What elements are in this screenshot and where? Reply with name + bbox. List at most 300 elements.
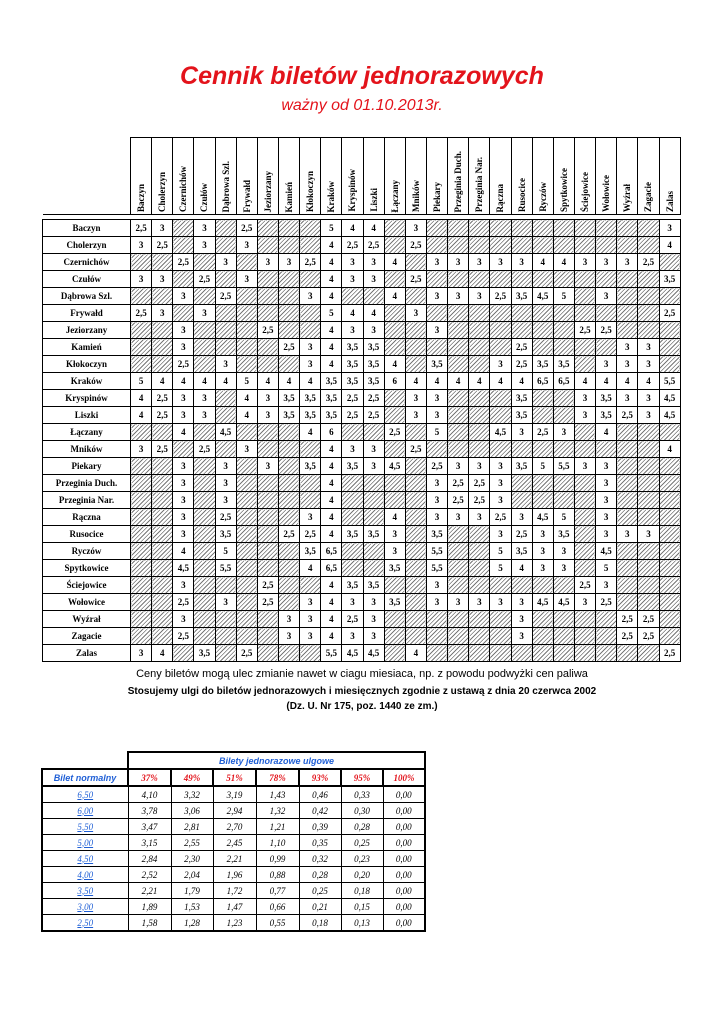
- discounted-fare-cell: 0,35: [299, 835, 341, 851]
- fare-cell: 3: [448, 288, 469, 305]
- fare-cell: 3: [574, 407, 595, 424]
- discounted-fare-cell: 0,99: [256, 851, 299, 867]
- fare-cell: 4: [321, 594, 342, 611]
- fare-cell: 2,5: [405, 271, 426, 288]
- no-connection-cell: [384, 577, 405, 594]
- no-connection-cell: [617, 288, 638, 305]
- no-connection-cell: [659, 322, 680, 339]
- fare-cell: 3,5: [596, 407, 617, 424]
- no-connection-cell: [638, 237, 659, 254]
- no-connection-cell: [384, 475, 405, 492]
- no-connection-cell: [257, 560, 278, 577]
- no-connection-cell: [469, 441, 490, 458]
- row-header: Rączna: [43, 509, 131, 526]
- fare-cell: 3: [448, 509, 469, 526]
- no-connection-cell: [574, 441, 595, 458]
- no-connection-cell: [638, 271, 659, 288]
- no-connection-cell: [511, 237, 532, 254]
- no-connection-cell: [659, 628, 680, 645]
- discount-group-header: Bilety jednorazowe ulgowe: [128, 752, 425, 769]
- fare-cell: 2,5: [363, 407, 384, 424]
- no-connection-cell: [278, 271, 299, 288]
- no-connection-cell: [342, 492, 363, 509]
- no-connection-cell: [426, 611, 447, 628]
- no-connection-cell: [257, 628, 278, 645]
- fare-cell: 3: [278, 254, 299, 271]
- no-connection-cell: [638, 441, 659, 458]
- fare-cell: 3,5: [215, 526, 236, 543]
- no-connection-cell: [596, 441, 617, 458]
- no-connection-cell: [511, 492, 532, 509]
- fare-cell: 4: [532, 254, 553, 271]
- fare-cell: 3,5: [278, 390, 299, 407]
- no-connection-cell: [152, 526, 173, 543]
- no-connection-cell: [131, 543, 152, 560]
- fare-cell: 4: [173, 424, 194, 441]
- fare-cell: 4: [321, 441, 342, 458]
- fare-cell: 3: [173, 390, 194, 407]
- no-connection-cell: [300, 645, 321, 662]
- fare-cell: 3: [596, 288, 617, 305]
- fare-cell: 3: [300, 611, 321, 628]
- no-connection-cell: [173, 220, 194, 237]
- no-connection-cell: [532, 390, 553, 407]
- normal-fare-value: 4,50: [77, 853, 94, 864]
- normal-fare-value: 6,00: [77, 805, 94, 816]
- no-connection-cell: [173, 237, 194, 254]
- discounted-fare-cell: 1,43: [256, 786, 299, 803]
- no-connection-cell: [596, 339, 617, 356]
- no-connection-cell: [469, 543, 490, 560]
- no-connection-cell: [469, 339, 490, 356]
- no-connection-cell: [448, 543, 469, 560]
- fare-cell: 3: [152, 220, 173, 237]
- no-connection-cell: [532, 441, 553, 458]
- fare-cell: 3: [490, 475, 511, 492]
- discounted-fare-cell: 0,25: [341, 835, 383, 851]
- no-connection-cell: [469, 356, 490, 373]
- discount-percent-header: 49%: [171, 769, 213, 786]
- fare-cell: 3: [490, 492, 511, 509]
- fare-cell: 2,5: [342, 237, 363, 254]
- fare-cell: 3: [596, 458, 617, 475]
- column-header-label: Przeginia Nar.: [474, 156, 485, 212]
- discounted-fare-cell: 0,55: [256, 915, 299, 932]
- fare-cell: 2,5: [490, 288, 511, 305]
- no-connection-cell: [384, 645, 405, 662]
- no-connection-cell: [194, 509, 215, 526]
- fare-cell: 3: [257, 390, 278, 407]
- no-connection-cell: [300, 577, 321, 594]
- column-header: [469, 138, 490, 215]
- discounted-fare-cell: 0,00: [383, 883, 425, 899]
- discounted-fare-cell: 2,94: [213, 803, 256, 819]
- fare-cell: 4: [321, 237, 342, 254]
- no-connection-cell: [194, 339, 215, 356]
- no-connection-cell: [659, 611, 680, 628]
- no-connection-cell: [194, 577, 215, 594]
- row-header: Czernichów: [43, 254, 131, 271]
- no-connection-cell: [215, 305, 236, 322]
- fare-cell: 4: [300, 560, 321, 577]
- no-connection-cell: [300, 237, 321, 254]
- fare-cell: 2,5: [257, 594, 278, 611]
- no-connection-cell: [194, 458, 215, 475]
- no-connection-cell: [194, 628, 215, 645]
- column-header: [405, 138, 426, 215]
- no-connection-cell: [278, 441, 299, 458]
- column-header-label: Wyźrał: [622, 183, 633, 212]
- no-connection-cell: [469, 645, 490, 662]
- no-connection-cell: [574, 220, 595, 237]
- no-connection-cell: [659, 560, 680, 577]
- table-row: [43, 492, 681, 509]
- fare-cell: 3: [173, 526, 194, 543]
- no-connection-cell: [532, 611, 553, 628]
- no-connection-cell: [448, 339, 469, 356]
- table-row: [43, 424, 681, 441]
- no-connection-cell: [638, 305, 659, 322]
- fare-cell: 3: [532, 543, 553, 560]
- no-connection-cell: [659, 492, 680, 509]
- no-connection-cell: [236, 288, 257, 305]
- no-connection-cell: [257, 339, 278, 356]
- normal-fare-value: 3,00: [77, 901, 94, 912]
- table-row: [43, 237, 681, 254]
- no-connection-cell: [553, 441, 574, 458]
- column-header-label: Wołowice: [601, 175, 612, 212]
- no-connection-cell: [553, 390, 574, 407]
- discounted-fare-cell: 2,52: [128, 867, 171, 883]
- discounted-fare-cell: 0,00: [383, 899, 425, 915]
- fare-cell: 2,5: [574, 322, 595, 339]
- no-connection-cell: [553, 492, 574, 509]
- fare-cell: 2,5: [426, 458, 447, 475]
- no-connection-cell: [131, 475, 152, 492]
- column-header-label: Rusocice: [516, 178, 527, 212]
- no-connection-cell: [152, 611, 173, 628]
- discounted-fare-cell: 0,42: [299, 803, 341, 819]
- fare-cell: 5,5: [426, 543, 447, 560]
- fare-cell: 3: [659, 220, 680, 237]
- no-connection-cell: [363, 509, 384, 526]
- fare-cell: 3: [596, 509, 617, 526]
- row-header: Zagacie: [43, 628, 131, 645]
- fare-cell: 3: [617, 339, 638, 356]
- no-connection-cell: [194, 560, 215, 577]
- discounted-fare-cell: 1,96: [213, 867, 256, 883]
- fare-cell: 4: [300, 424, 321, 441]
- discounted-fare-cell: 0,15: [341, 899, 383, 915]
- no-connection-cell: [257, 424, 278, 441]
- fare-cell: 4: [321, 577, 342, 594]
- fare-cell: 3: [215, 594, 236, 611]
- column-header-label: Jeziorzany: [262, 170, 273, 212]
- no-connection-cell: [236, 560, 257, 577]
- row-header: Przeginia Duch.: [43, 475, 131, 492]
- column-header: [490, 138, 511, 215]
- no-connection-cell: [617, 577, 638, 594]
- fare-cell: 3: [490, 594, 511, 611]
- no-connection-cell: [215, 237, 236, 254]
- no-connection-cell: [152, 577, 173, 594]
- fare-cell: 3,5: [321, 390, 342, 407]
- table-row: [43, 220, 681, 237]
- no-connection-cell: [300, 441, 321, 458]
- fare-cell: 5: [131, 373, 152, 390]
- no-connection-cell: [257, 475, 278, 492]
- discounted-fare-cell: 0,25: [299, 883, 341, 899]
- discounted-fare-cell: 0,39: [299, 819, 341, 835]
- fare-cell: 3: [131, 271, 152, 288]
- fare-cell: 5: [321, 220, 342, 237]
- no-connection-cell: [363, 492, 384, 509]
- no-connection-cell: [638, 458, 659, 475]
- discounted-fare-cell: 1,23: [213, 915, 256, 932]
- no-connection-cell: [638, 560, 659, 577]
- no-connection-cell: [448, 424, 469, 441]
- discounted-fare-cell: 3,15: [128, 835, 171, 851]
- fare-cell: 3: [574, 458, 595, 475]
- no-connection-cell: [405, 509, 426, 526]
- fare-cell: 3: [511, 594, 532, 611]
- no-connection-cell: [617, 322, 638, 339]
- discounted-fare-cell: 0,46: [299, 786, 341, 803]
- no-connection-cell: [131, 356, 152, 373]
- fare-cell: 3,5: [511, 288, 532, 305]
- column-header-label: Cholerzyn: [157, 172, 168, 212]
- fare-cell: 5,5: [426, 560, 447, 577]
- fare-cell: 4: [384, 509, 405, 526]
- fare-cell: 3: [342, 254, 363, 271]
- fare-cell: 4,5: [384, 458, 405, 475]
- fare-cell: 4: [321, 628, 342, 645]
- normal-fare-header: Bilet normalny: [42, 769, 128, 786]
- fare-cell: 2,5: [131, 305, 152, 322]
- fare-cell: 4: [321, 611, 342, 628]
- normal-fare-value: 2,50: [77, 917, 94, 928]
- no-connection-cell: [131, 339, 152, 356]
- no-connection-cell: [278, 577, 299, 594]
- fare-cell: 3,5: [342, 458, 363, 475]
- no-connection-cell: [131, 254, 152, 271]
- fare-cell: 4: [257, 373, 278, 390]
- fare-cell: 6,5: [553, 373, 574, 390]
- fare-cell: 3: [426, 475, 447, 492]
- fare-cell: 3: [342, 594, 363, 611]
- discounted-fare-cell: 1,89: [128, 899, 171, 915]
- discounted-fare-cell: 1,72: [213, 883, 256, 899]
- fare-cell: 2,5: [617, 407, 638, 424]
- no-connection-cell: [596, 645, 617, 662]
- discounted-fare-cell: 0,18: [299, 915, 341, 932]
- row-header: Łączany: [43, 424, 131, 441]
- fare-cell: 2,5: [300, 526, 321, 543]
- fare-cell: 3: [426, 509, 447, 526]
- no-connection-cell: [236, 526, 257, 543]
- no-connection-cell: [659, 458, 680, 475]
- fare-cell: 3: [469, 509, 490, 526]
- discounted-fare-cell: 1,79: [171, 883, 213, 899]
- fare-cell: 3: [342, 322, 363, 339]
- fare-cell: 3: [300, 339, 321, 356]
- fare-cell: 5: [321, 305, 342, 322]
- fare-cell: 6: [384, 373, 405, 390]
- no-connection-cell: [426, 271, 447, 288]
- no-connection-cell: [617, 237, 638, 254]
- table-row: [43, 611, 681, 628]
- no-connection-cell: [532, 475, 553, 492]
- fare-cell: 2,5: [194, 441, 215, 458]
- discount-percent-header: 93%: [299, 769, 341, 786]
- no-connection-cell: [384, 339, 405, 356]
- discounted-fare-cell: 1,47: [213, 899, 256, 915]
- fare-cell: 3,5: [511, 458, 532, 475]
- column-header-label: Piekary: [432, 182, 443, 212]
- no-connection-cell: [448, 407, 469, 424]
- no-connection-cell: [469, 271, 490, 288]
- fare-cell: 3: [194, 305, 215, 322]
- no-connection-cell: [215, 645, 236, 662]
- column-header-label: Ściejowice: [580, 172, 591, 212]
- no-connection-cell: [405, 322, 426, 339]
- discounted-fare-cell: 0,00: [383, 867, 425, 883]
- fare-cell: 3: [363, 458, 384, 475]
- no-connection-cell: [596, 611, 617, 628]
- no-connection-cell: [574, 356, 595, 373]
- no-connection-cell: [173, 441, 194, 458]
- no-connection-cell: [448, 356, 469, 373]
- fare-cell: 4: [321, 509, 342, 526]
- fare-cell: 4: [236, 407, 257, 424]
- no-connection-cell: [152, 628, 173, 645]
- discounted-fare-cell: 2,84: [128, 851, 171, 867]
- no-connection-cell: [257, 237, 278, 254]
- no-connection-cell: [638, 475, 659, 492]
- fare-cell: 4,5: [659, 407, 680, 424]
- normal-fare-value: 6,50: [77, 789, 94, 800]
- fare-cell: 3: [469, 458, 490, 475]
- no-connection-cell: [532, 322, 553, 339]
- discount-percent-header: 95%: [341, 769, 383, 786]
- fare-cell: 2,5: [596, 322, 617, 339]
- no-connection-cell: [405, 356, 426, 373]
- fare-cell: 3: [173, 509, 194, 526]
- row-header: Dąbrowa Szl.: [43, 288, 131, 305]
- discounted-fare-cell: 0,13: [341, 915, 383, 932]
- no-connection-cell: [659, 509, 680, 526]
- discount-percent-header: 37%: [128, 769, 171, 786]
- row-header: Cholerzyn: [43, 237, 131, 254]
- fare-cell: 2,5: [363, 390, 384, 407]
- fare-cell: 5: [215, 543, 236, 560]
- no-connection-cell: [617, 560, 638, 577]
- no-connection-cell: [405, 577, 426, 594]
- fare-cell: 3: [342, 628, 363, 645]
- no-connection-cell: [257, 543, 278, 560]
- discounted-fare-cell: 0,20: [341, 867, 383, 883]
- fare-cell: 3: [532, 560, 553, 577]
- no-connection-cell: [532, 220, 553, 237]
- fare-cell: 3: [384, 526, 405, 543]
- fare-cell: 4: [405, 373, 426, 390]
- no-connection-cell: [553, 577, 574, 594]
- row-header: Liszki: [43, 407, 131, 424]
- fare-cell: 3: [596, 492, 617, 509]
- fare-cell: 5: [596, 560, 617, 577]
- fare-cell: 3,5: [596, 390, 617, 407]
- fare-cell: 3: [131, 237, 152, 254]
- table-row: [42, 915, 425, 932]
- no-connection-cell: [617, 424, 638, 441]
- no-connection-cell: [300, 492, 321, 509]
- no-connection-cell: [363, 475, 384, 492]
- normal-fare-value: 4,00: [77, 869, 94, 880]
- fare-cell: 2,5: [236, 645, 257, 662]
- row-header: Kłokoczyn: [43, 356, 131, 373]
- table-row: [42, 803, 425, 819]
- fare-cell: 4: [321, 322, 342, 339]
- fare-cell: 2,5: [173, 594, 194, 611]
- no-connection-cell: [131, 577, 152, 594]
- fare-cell: 3: [405, 220, 426, 237]
- fare-cell: 4: [384, 254, 405, 271]
- column-header-label: Czernichów: [178, 166, 189, 212]
- no-connection-cell: [384, 441, 405, 458]
- no-connection-cell: [638, 543, 659, 560]
- no-connection-cell: [236, 305, 257, 322]
- column-header-label: Przeginia Duch.: [453, 150, 464, 212]
- no-connection-cell: [617, 645, 638, 662]
- fare-cell: 4: [426, 373, 447, 390]
- discounted-fare-cell: 0,88: [256, 867, 299, 883]
- no-connection-cell: [215, 628, 236, 645]
- column-header: [131, 138, 152, 215]
- no-connection-cell: [659, 339, 680, 356]
- no-connection-cell: [532, 628, 553, 645]
- column-header: [236, 138, 257, 215]
- no-connection-cell: [617, 475, 638, 492]
- table-row: [43, 645, 681, 662]
- fare-cell: 4: [278, 373, 299, 390]
- normal-fare-cell: [42, 883, 128, 899]
- row-header: Wyźrał: [43, 611, 131, 628]
- fare-cell: 2,5: [659, 305, 680, 322]
- fare-cell: 3: [300, 356, 321, 373]
- no-connection-cell: [278, 475, 299, 492]
- no-connection-cell: [659, 288, 680, 305]
- fare-cell: 3,5: [426, 356, 447, 373]
- fare-cell: 3: [490, 254, 511, 271]
- no-connection-cell: [617, 441, 638, 458]
- discounted-fare-cell: 1,28: [171, 915, 213, 932]
- no-connection-cell: [257, 356, 278, 373]
- fare-cell: 4: [574, 373, 595, 390]
- discounted-fare-cell: 3,47: [128, 819, 171, 835]
- fare-cell: 3: [173, 322, 194, 339]
- fare-cell: 4: [659, 237, 680, 254]
- fare-cell: 3: [448, 594, 469, 611]
- normal-fare-cell: [42, 867, 128, 883]
- no-connection-cell: [511, 322, 532, 339]
- no-connection-cell: [553, 339, 574, 356]
- fare-cell: 3,5: [342, 356, 363, 373]
- no-connection-cell: [278, 492, 299, 509]
- fare-cell: 5,5: [659, 373, 680, 390]
- no-connection-cell: [194, 254, 215, 271]
- no-connection-cell: [257, 305, 278, 322]
- no-connection-cell: [426, 237, 447, 254]
